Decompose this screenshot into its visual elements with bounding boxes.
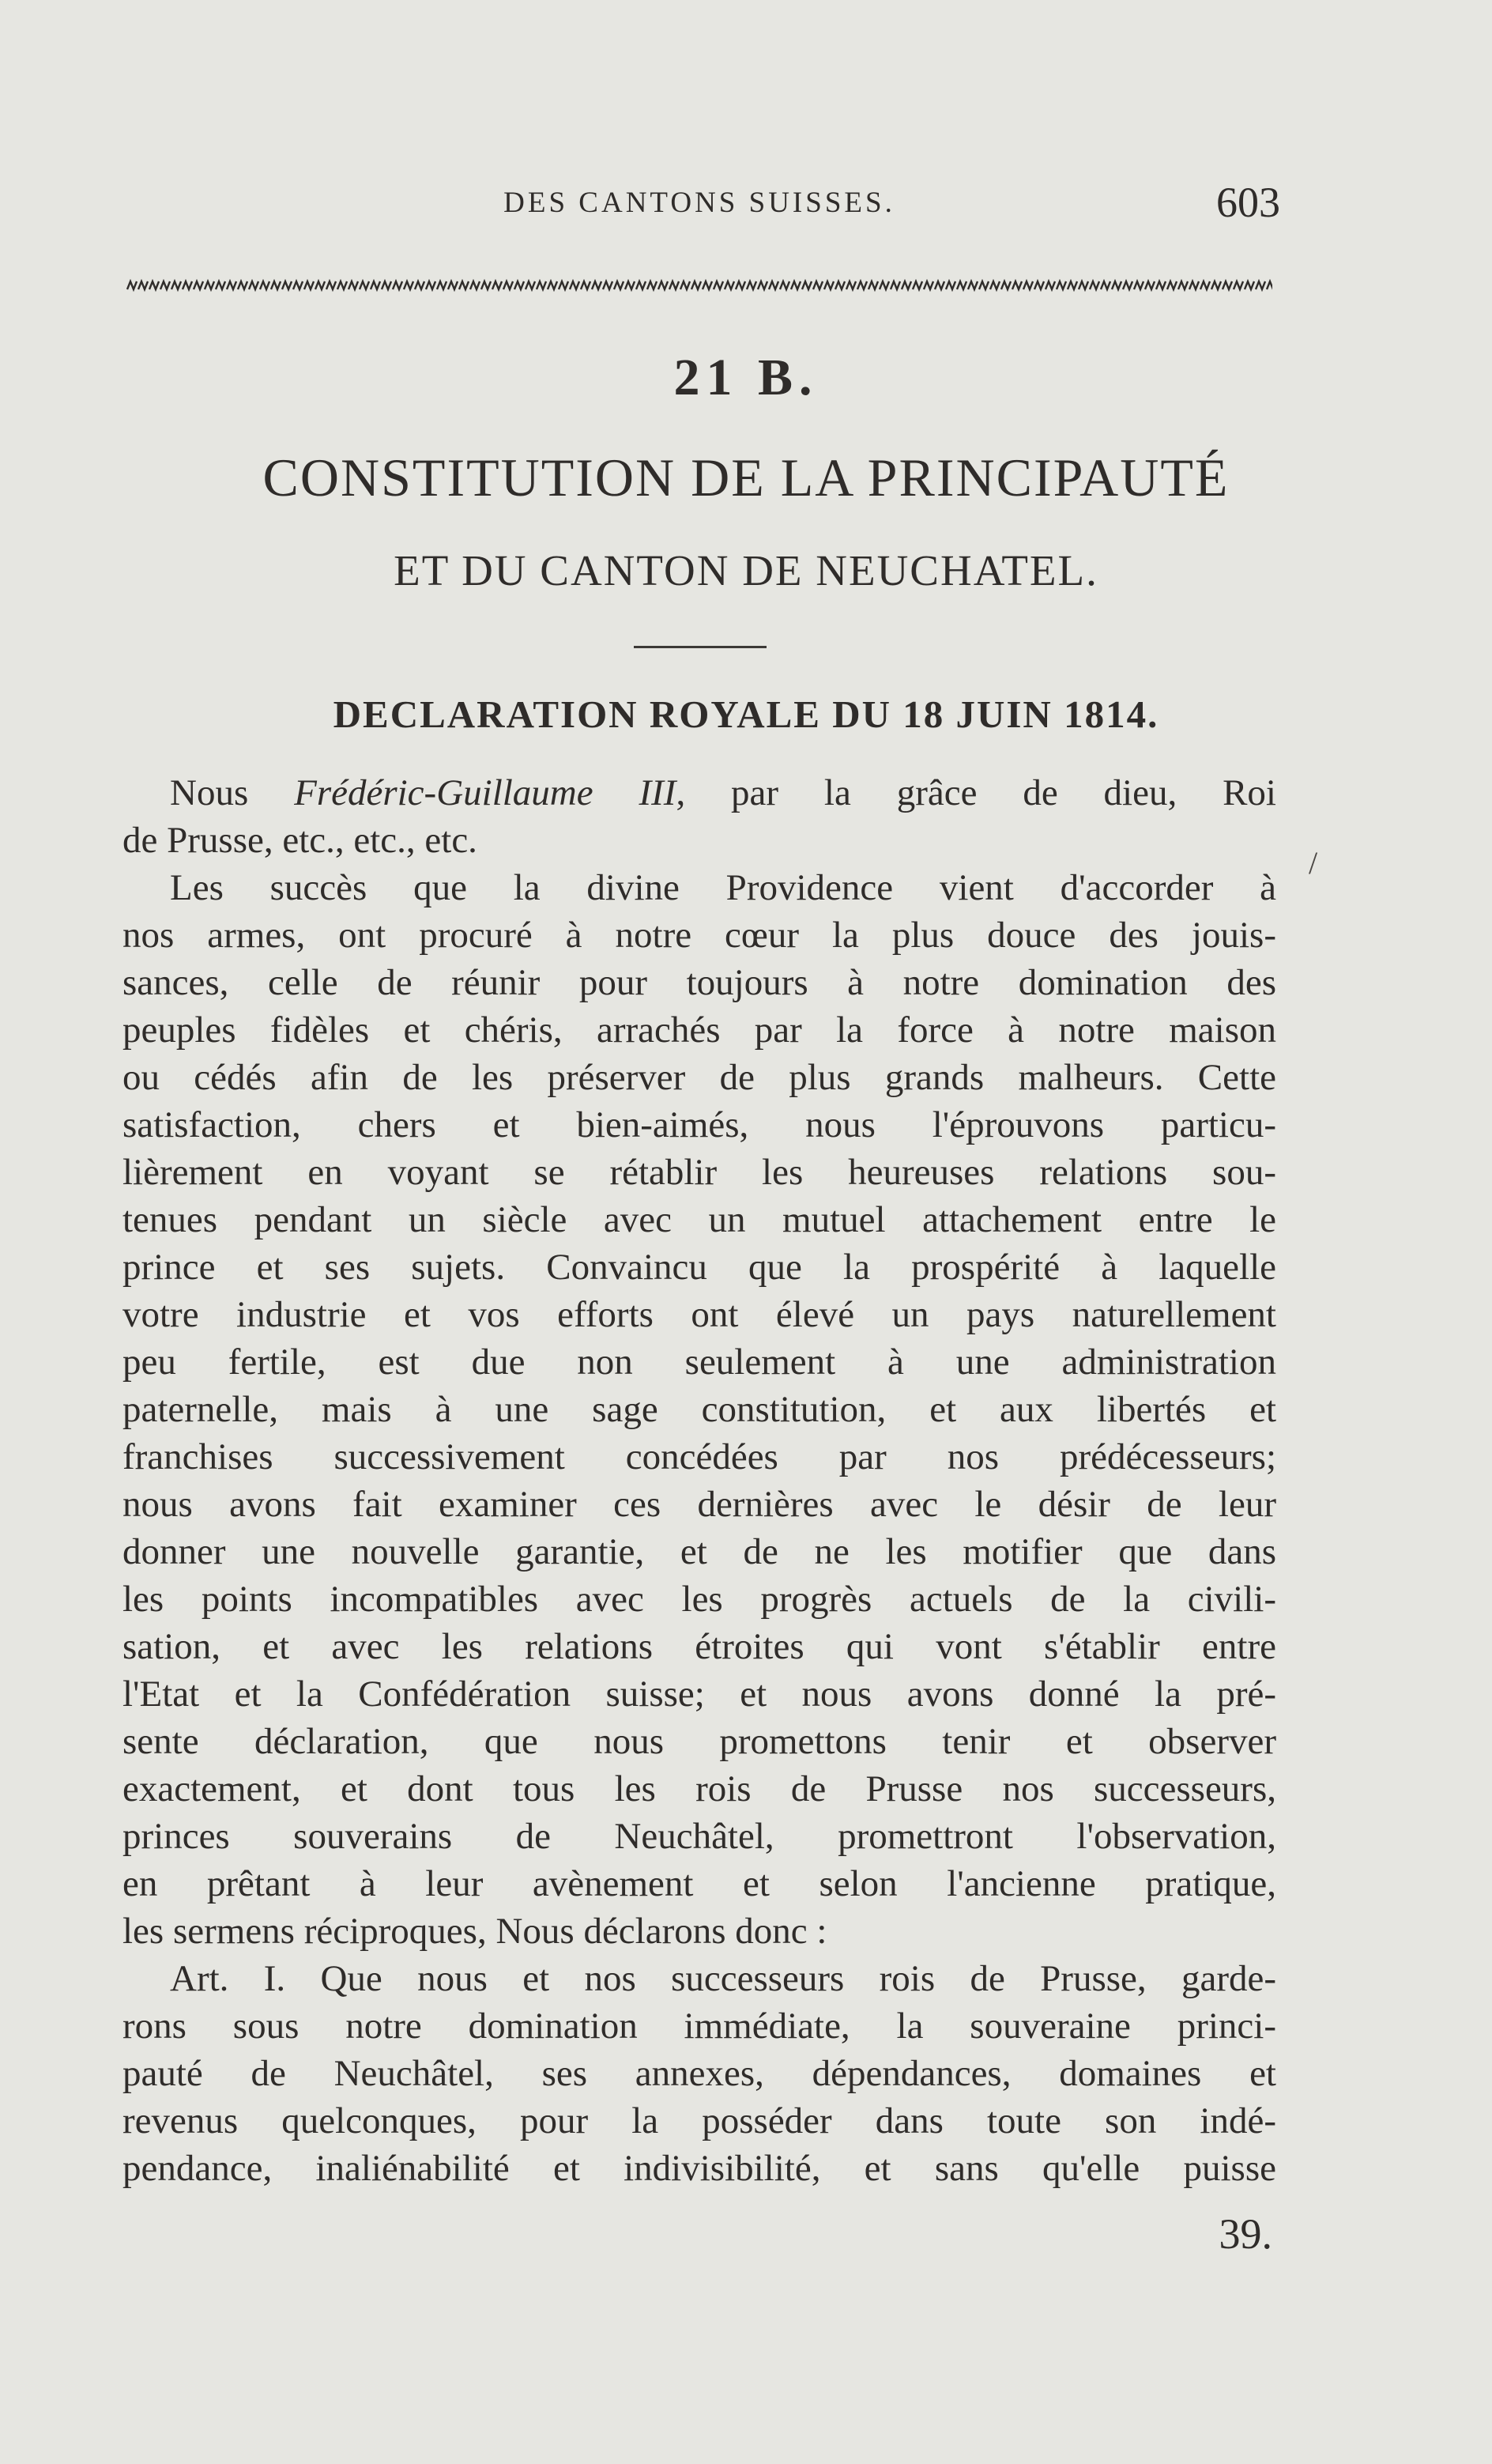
- text-line: lièrement en voyant se rétablir les heureuses relations sou-: [122, 1152, 1276, 1193]
- text-line: les sermens réciproques, Nous déclarons donc :: [122, 1911, 827, 1952]
- text-line: prince et ses sujets. Convaincu que la prospérité à laquelle: [122, 1247, 1276, 1288]
- text-line: peu fertile, est due non seulement à une administration: [122, 1341, 1276, 1383]
- text-line: les points incompatibles avec les progrès actuels de la civili-: [122, 1579, 1276, 1620]
- text-line: tenues pendant un siècle avec un mutuel attachement entre le: [122, 1199, 1276, 1240]
- title-line-1: CONSTITUTION DE LA PRINCIPAUTÉ: [262, 447, 1230, 508]
- running-head: DES CANTONS SUISSES.: [503, 187, 895, 219]
- document-number: 21 B.: [673, 349, 819, 406]
- page-number: 603: [1216, 179, 1280, 226]
- declaration-heading: DECLARATION ROYALE DU 18 JUIN 1814.: [333, 692, 1159, 736]
- text-line: l'Etat et la Confédération suisse; et nous avons donné la pré-: [122, 1673, 1276, 1715]
- text-line: Nous Frédéric-Guillaume III, par la grâce de dieu, Roi: [170, 772, 1276, 813]
- text-line: nous avons fait examiner ces dernières avec le désir de leur: [122, 1484, 1276, 1525]
- text-line: exactement, et dont tous les rois de Prusse nos successeurs,: [122, 1768, 1276, 1809]
- text-line: franchises successivement concédées par nos prédécesseurs;: [122, 1436, 1276, 1477]
- text-line: votre industrie et vos efforts ont élevé un pays naturellement: [122, 1294, 1276, 1335]
- signature-mark: 39.: [1219, 2210, 1272, 2258]
- text-line: donner une nouvelle garantie, et de ne les motifier que dans: [122, 1531, 1276, 1572]
- title-rule: [634, 646, 767, 648]
- text-line: sation, et avec les relations étroites qui vont s'établir entre: [122, 1626, 1276, 1667]
- margin-mark: /: [1309, 845, 1318, 881]
- text-line: en prêtant à leur avènement et selon l'ancienne pratique,: [122, 1863, 1276, 1904]
- ornamental-rule: [126, 278, 1272, 292]
- text-line: pauté de Neuchâtel, ses annexes, dépendances, domaines et: [122, 2053, 1276, 2094]
- text-line: ou cédés afin de les préserver de plus grands malheurs. Cette: [122, 1057, 1276, 1098]
- title-line-2: ET DU CANTON DE NEUCHATEL.: [394, 546, 1098, 594]
- text-line: Les succès que la divine Providence vient d'accorder à: [170, 867, 1276, 908]
- text-line: Art. I. Que nous et nos successeurs rois de Prusse, garde-: [170, 1958, 1276, 1999]
- page-header: [119, 178, 1280, 233]
- text-line: pendance, inaliénabilité et indivisibilité, et sans qu'elle puisse: [122, 2148, 1276, 2189]
- text-line: satisfaction, chers et bien-aimés, nous l'éprouvons particu-: [122, 1104, 1276, 1145]
- text-line: sances, celle de réunir pour toujours à notre domination des: [122, 962, 1276, 1003]
- text-line: peuples fidèles et chéris, arrachés par la force à notre maison: [122, 1009, 1276, 1051]
- text-line: nos armes, ont procuré à notre cœur la plus douce des jouis-: [122, 915, 1276, 956]
- text-line: paternelle, mais à une sage constitution, et aux libertés et: [122, 1389, 1276, 1430]
- text-line: sente déclaration, que nous promettons tenir et observer: [122, 1721, 1276, 1762]
- text-line: revenus quelconques, pour la posséder dans toute son indé-: [122, 2100, 1276, 2141]
- body-text: [122, 769, 1276, 2192]
- text-line: de Prusse, etc., etc., etc.: [122, 820, 477, 861]
- text-line: rons sous notre domination immédiate, la souveraine princi-: [122, 2006, 1276, 2047]
- text-line: princes souverains de Neuchâtel, promettront l'observation,: [122, 1816, 1276, 1857]
